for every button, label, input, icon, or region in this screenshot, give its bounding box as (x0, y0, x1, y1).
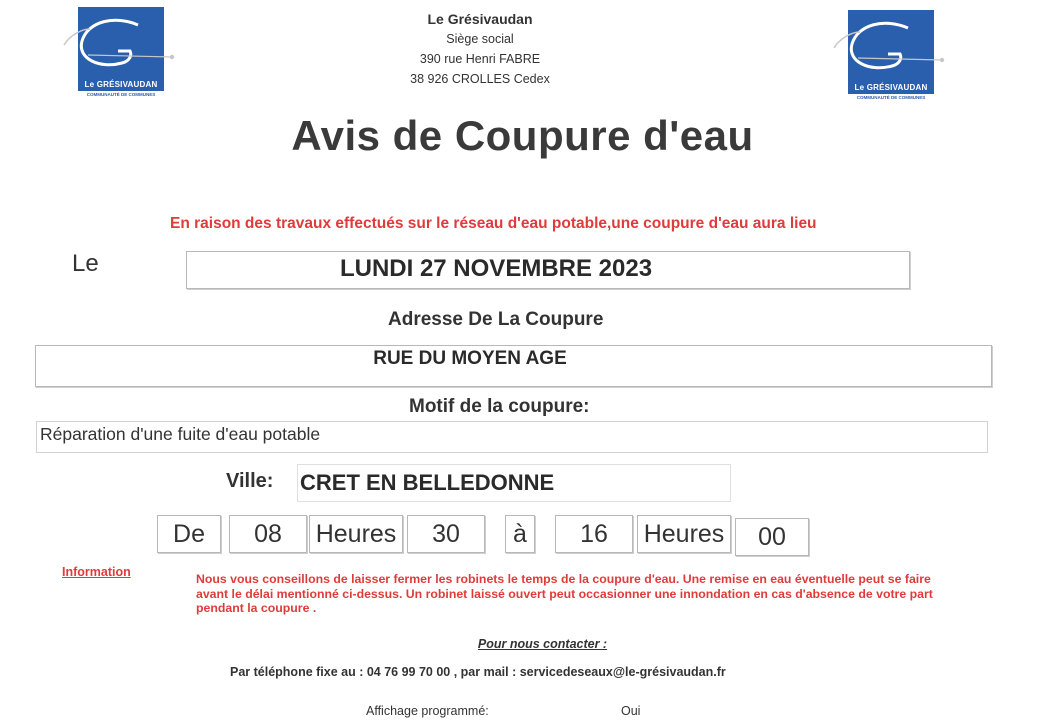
intro-text: En raison des travaux effectués sur le réseau d'eau potable,une coupure d'eau aura lieu (170, 215, 817, 232)
reason-value: Réparation d'une fuite d'eau potable (40, 424, 321, 444)
logo-subtitle: COMMUNAUTÉ DE COMMUNES (856, 95, 926, 100)
header-line-3: 38 926 CROLLES Cedex (410, 72, 550, 86)
address-label: Adresse De La Coupure (388, 309, 604, 330)
display-label: Affichage programmé: (366, 704, 489, 718)
logo-right (830, 10, 948, 106)
display-value: Oui (621, 704, 641, 718)
header-org: Le Grésivaudan (427, 11, 533, 27)
page-title: Avis de Coupure d'eau (291, 112, 754, 159)
logo-name: Le GRÉSIVAUDAN (848, 82, 934, 94)
address-value: RUE DU MOYEN AGE (373, 348, 567, 369)
contact-title: Pour nous contacter : (477, 637, 608, 651)
logo-left (60, 7, 178, 103)
logo-g-glyph-icon (830, 18, 948, 88)
contact-line: Par téléphone fixe au : 04 76 99 70 00 , par mail : servicedeseaux@le-grésivaudan.fr (230, 665, 726, 679)
logo-name: Le GRÉSIVAUDAN (78, 79, 164, 91)
header-address (330, 9, 630, 89)
information-text: Nous vous conseillons de laisser fermer les robinets le temps de la coupure d'eau. Une remise en eau éventuelle peut se faire avant le délai mentionné ci-dessus. Un robinet laissé ouvert peut occasionner une innondation en cas d'absence de votre part pendant la coupure . (196, 572, 933, 615)
schedule-end-minute: 00 (735, 518, 809, 556)
logo-subtitle: COMMUNAUTÉ DE COMMUNES (86, 92, 156, 97)
schedule-start-minute: 30 (407, 515, 485, 553)
city-value: CRET EN BELLEDONNE (300, 470, 555, 495)
date-value: LUNDI 27 NOVEMBRE 2023 (339, 255, 653, 282)
header-line-2: 390 rue Henri FABRE (419, 52, 541, 66)
schedule-hours-label-end: Heures (637, 515, 731, 553)
logo-g-glyph-icon (60, 15, 178, 85)
schedule-start-hour: 08 (229, 515, 307, 553)
information-link[interactable]: Information (62, 565, 131, 579)
schedule-to-label: à (505, 515, 535, 553)
schedule-hours-label-start: Heures (309, 515, 403, 553)
schedule-end-hour: 16 (555, 515, 633, 553)
city-label: Ville: (226, 470, 274, 492)
schedule-from-label: De (157, 515, 221, 553)
date-label: Le (72, 250, 99, 277)
header-line-1: Siège social (446, 32, 514, 46)
reason-label: Motif de la coupure: (409, 396, 590, 417)
